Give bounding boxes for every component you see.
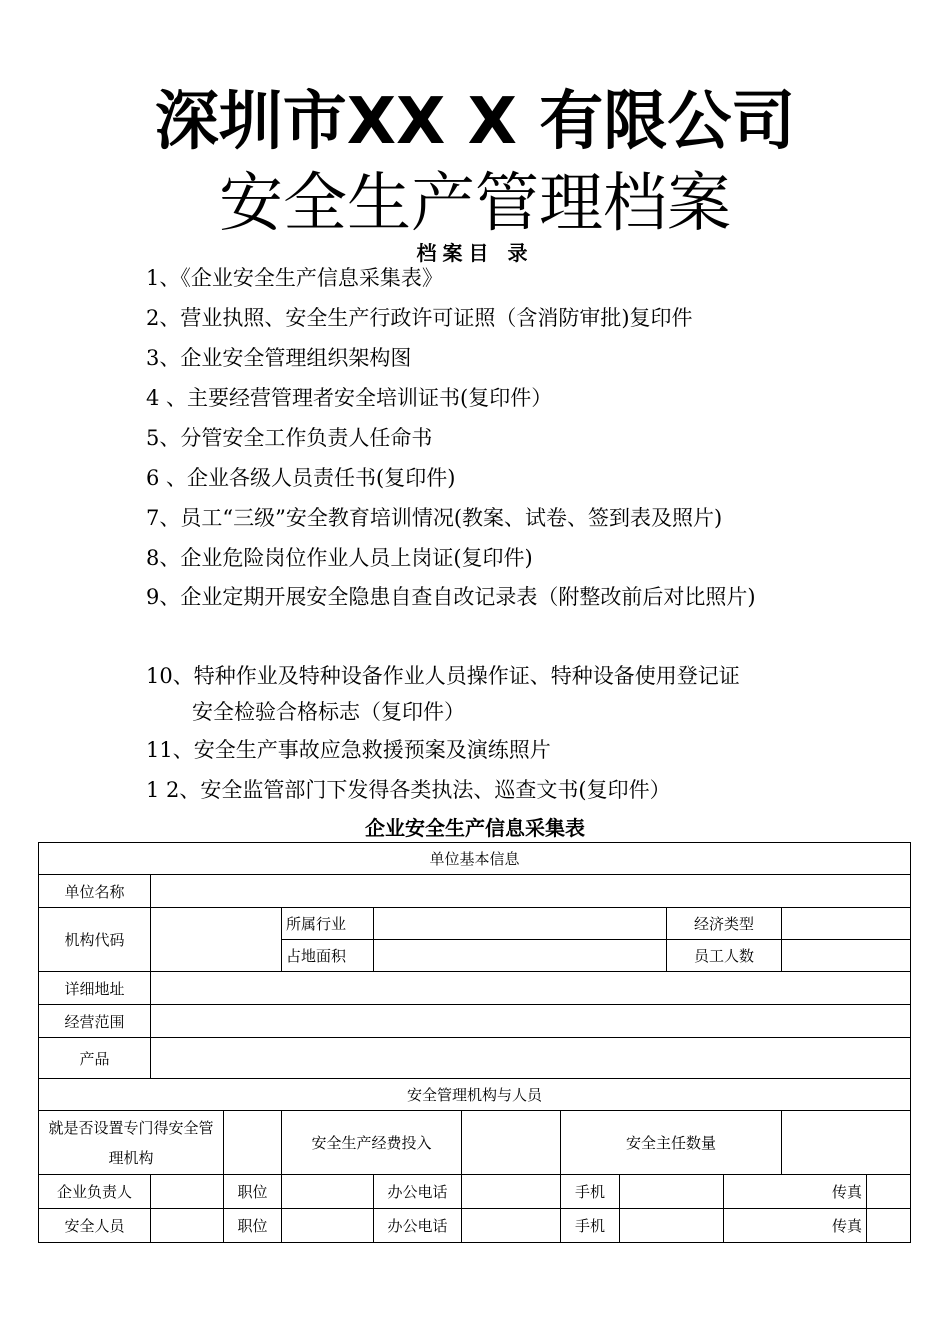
label-product: 产品 <box>39 1038 151 1079</box>
label-office-phone: 办公电话 <box>374 1175 462 1209</box>
document-title-line1: 深圳市XX X 有限公司 <box>154 85 796 159</box>
field-economy-type[interactable] <box>782 908 911 940</box>
label-mobile: 手机 <box>561 1175 620 1209</box>
field-fax[interactable] <box>867 1209 911 1243</box>
toc-item: 9、企业定期开展安全隐患自查自改记录表（附整改前后对比照片) <box>146 585 756 609</box>
document-title-line2: 安全生产管理档案 <box>219 167 731 241</box>
label-office-phone: 办公电话 <box>374 1209 462 1243</box>
toc-item: 10、特种作业及特种设备作业人员操作证、特种设备使用登记证 <box>146 664 740 688</box>
form-title: 企业安全生产信息采集表 <box>365 816 585 840</box>
label-role: 安全人员 <box>39 1209 151 1243</box>
toc-item: 4 、主要经营管理者安全培训证书(复印件） <box>146 386 553 410</box>
toc-item: 5、分管安全工作负责人任命书 <box>146 426 433 450</box>
field-unit-name[interactable] <box>151 875 911 908</box>
toc-item: 2、营业执照、安全生产行政许可证照（含消防审批)复印件 <box>146 306 693 330</box>
label-position: 职位 <box>224 1175 282 1209</box>
label-position: 职位 <box>224 1209 282 1243</box>
label-address: 详细地址 <box>39 972 151 1005</box>
section-safety-org: 安全管理机构与人员 <box>39 1079 911 1111</box>
field-name[interactable] <box>151 1175 224 1209</box>
label-floor-area: 占地面积 <box>282 940 374 972</box>
field-product[interactable] <box>151 1038 911 1079</box>
label-has-safety-org: 就是否设置专门得安全管理机构 <box>39 1111 224 1175</box>
field-safety-funding[interactable] <box>462 1111 561 1175</box>
label-org-code: 机构代码 <box>39 908 151 972</box>
toc-item: 3、企业安全管理组织架构图 <box>146 346 412 370</box>
label-employees: 员工人数 <box>667 940 782 972</box>
field-business-scope[interactable] <box>151 1005 911 1038</box>
field-mobile[interactable] <box>620 1209 724 1243</box>
label-safety-director-count: 安全主任数量 <box>561 1111 782 1175</box>
field-has-safety-org[interactable] <box>224 1111 282 1175</box>
field-name[interactable] <box>151 1209 224 1243</box>
label-economy-type: 经济类型 <box>667 908 782 940</box>
field-org-code[interactable] <box>151 908 282 972</box>
toc-item-continuation: 安全检验合格标志（复印件） <box>192 700 465 724</box>
field-office-phone[interactable] <box>462 1209 561 1243</box>
toc-item: 11、安全生产事故应急救援预案及演练照片 <box>146 738 551 762</box>
field-fax[interactable] <box>867 1175 911 1209</box>
toc-item: 8、企业危险岗位作业人员上岗证(复印件) <box>146 546 533 570</box>
label-business-scope: 经营范围 <box>39 1005 151 1038</box>
field-floor-area[interactable] <box>374 940 667 972</box>
field-mobile[interactable] <box>620 1175 724 1209</box>
info-collection-table <box>38 842 911 1243</box>
label-fax: 传真 <box>724 1175 867 1209</box>
label-safety-funding: 安全生产经费投入 <box>282 1111 462 1175</box>
label-industry: 所属行业 <box>282 908 374 940</box>
toc-item: 6 、企业各级人员责任书(复印件) <box>146 466 456 490</box>
label-unit-name: 单位名称 <box>39 875 151 908</box>
label-mobile: 手机 <box>561 1209 620 1243</box>
toc-item: 7、员工“三级”安全教育培训情况(教案、试卷、签到表及照片) <box>146 506 723 530</box>
field-industry[interactable] <box>374 908 667 940</box>
field-office-phone[interactable] <box>462 1175 561 1209</box>
field-position[interactable] <box>282 1175 374 1209</box>
field-address[interactable] <box>151 972 911 1005</box>
toc-heading: 档案目 录 <box>416 241 534 265</box>
section-basic-info: 单位基本信息 <box>39 843 911 875</box>
toc-item: 1、《企业安全生产信息采集表》 <box>146 266 443 290</box>
label-role: 企业负责人 <box>39 1175 151 1209</box>
field-safety-director-count[interactable] <box>782 1111 911 1175</box>
field-employees[interactable] <box>782 940 911 972</box>
field-position[interactable] <box>282 1209 374 1243</box>
toc-item: 1 2、安全监管部门下发得各类执法、巡查文书(复印件） <box>146 778 671 802</box>
label-fax: 传真 <box>724 1209 867 1243</box>
